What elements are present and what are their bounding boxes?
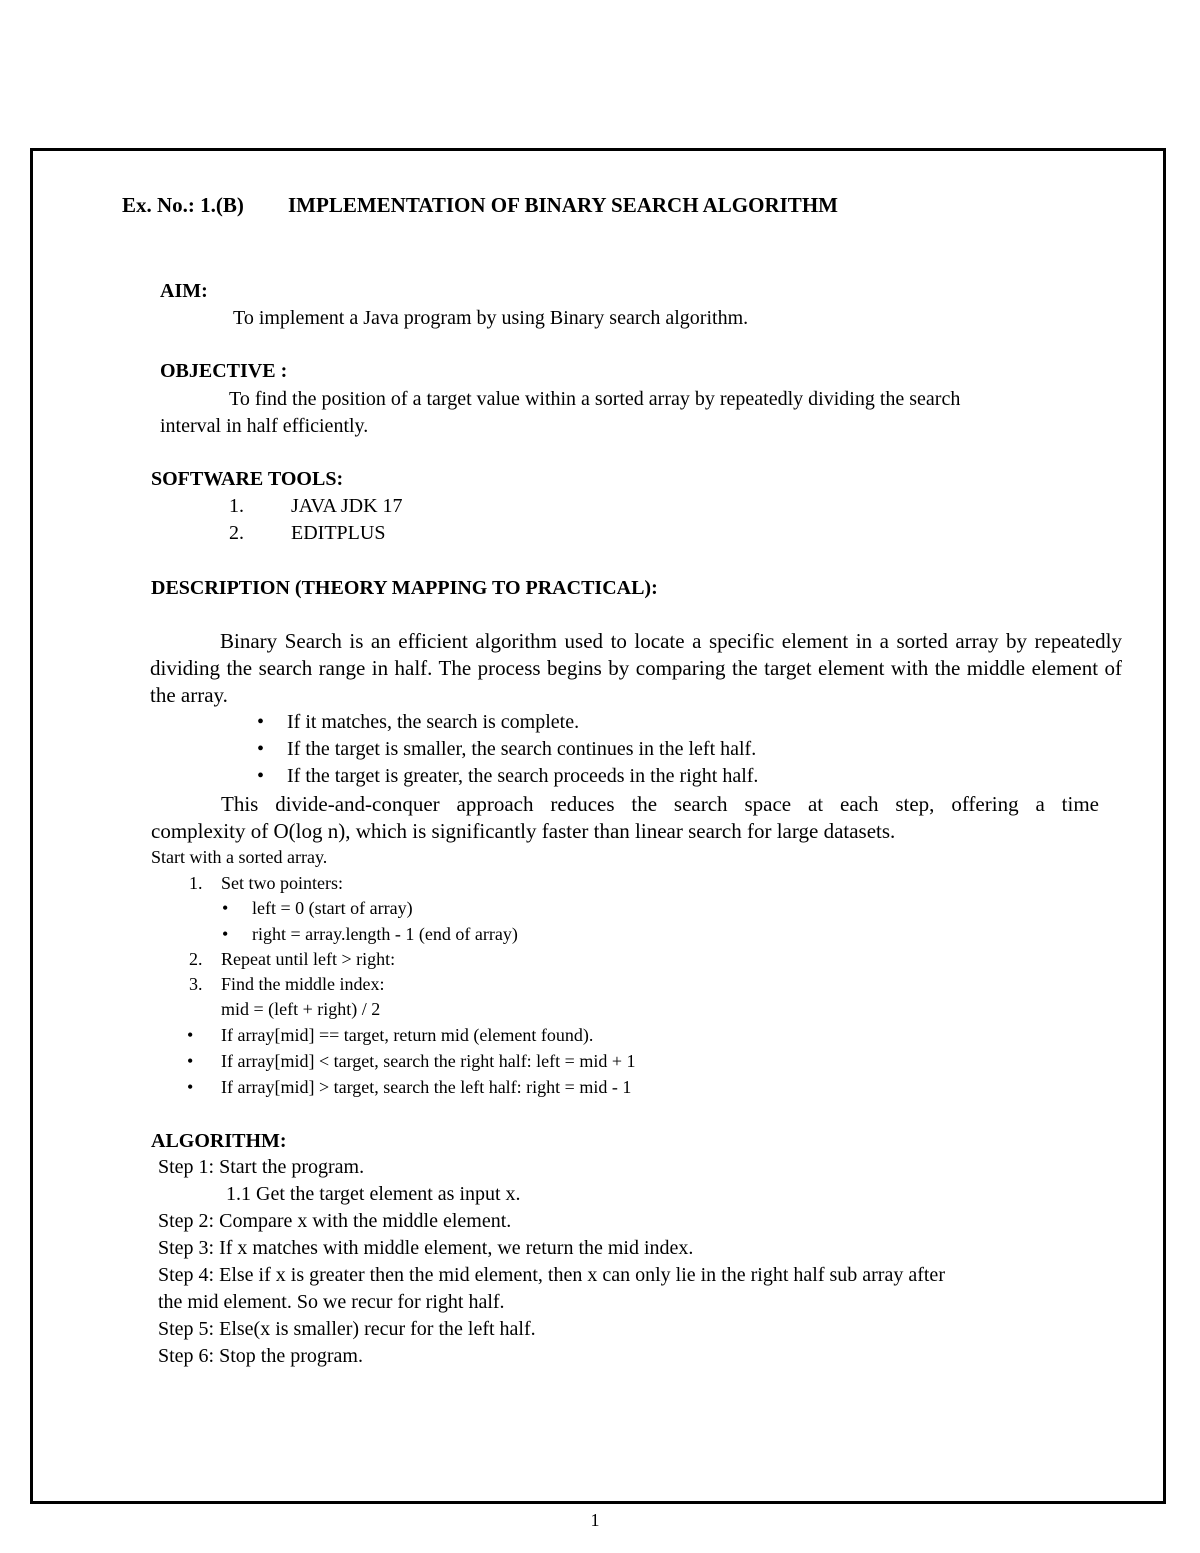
pointer-text: left = 0 (start of array) xyxy=(252,898,413,918)
bullet-icon: • xyxy=(222,924,229,944)
algorithm-step-5: Step 5: Else(x is smaller) recur for the left half. xyxy=(158,1318,536,1340)
start-text: Start with a sorted array. xyxy=(151,847,328,867)
description-paragraph-2-line1: This divide-and-conquer approach reduces the search space at each step, offering a time xyxy=(221,792,1099,816)
bullet-icon: • xyxy=(187,1051,194,1071)
mid-formula: mid = (left + right) / 2 xyxy=(221,999,381,1019)
algorithm-step-2: Step 2: Compare x with the middle element. xyxy=(158,1210,512,1232)
software-item xyxy=(229,522,385,545)
pointer-text: right = array.length - 1 (end of array) xyxy=(252,924,518,944)
condition-text: If array[mid] == target, return mid (element found). xyxy=(221,1025,594,1045)
description-paragraph: Binary Search is an efficient algorithm used to locate a specific element in a sorted array by repeatedly dividing the search range in half. The process begins by comparing the target element with the middle element of the array. xyxy=(150,629,1122,707)
condition-bullet xyxy=(187,1051,635,1072)
step-number: 3. xyxy=(189,974,203,994)
objective-heading: OBJECTIVE : xyxy=(160,360,288,382)
step-number: 2. xyxy=(189,949,203,969)
bullet-text: If the target is smaller, the search continues in the left half. xyxy=(287,738,757,760)
algorithm-step-1-1: 1.1 Get the target element as input x. xyxy=(226,1183,521,1205)
bullet-icon: • xyxy=(257,738,265,760)
bullet-icon: • xyxy=(257,765,265,787)
software-item-number: 1. xyxy=(229,495,244,517)
algorithm-step-1: Step 1: Start the program. xyxy=(158,1156,365,1178)
description-bullet xyxy=(257,711,579,734)
condition-text: If array[mid] > target, search the left half: right = mid - 1 xyxy=(221,1077,632,1097)
software-item-number: 2. xyxy=(229,522,244,544)
description-heading: DESCRIPTION (THEORY MAPPING TO PRACTICAL): xyxy=(151,577,658,599)
objective-text-line1: To find the position of a target value within a sorted array by repeatedly dividing the search xyxy=(229,388,961,410)
pointer-bullet xyxy=(222,898,413,919)
algorithm-heading: ALGORITHM: xyxy=(151,1130,287,1152)
description-paragraph-2-line2: complexity of O(log n), which is significantly faster than linear search for large datasets. xyxy=(151,819,896,843)
algorithm-step-3: Step 3: If x matches with middle element, we return the mid index. xyxy=(158,1237,694,1259)
step-text: Set two pointers: xyxy=(221,873,343,893)
step-number: 1. xyxy=(189,873,203,893)
algorithm-step-6: Step 6: Stop the program. xyxy=(158,1345,363,1367)
aim-text: To implement a Java program by using Binary search algorithm. xyxy=(233,307,749,329)
algorithm-step-4-line2: the mid element. So we recur for right half. xyxy=(158,1291,505,1313)
step-text: Find the middle index: xyxy=(221,974,385,994)
condition-text: If array[mid] < target, search the right half: left = mid + 1 xyxy=(221,1051,636,1071)
procedure-step xyxy=(189,873,343,894)
software-item-text: JAVA JDK 17 xyxy=(291,495,403,517)
exercise-title: IMPLEMENTATION OF BINARY SEARCH ALGORITHM xyxy=(288,193,838,217)
exercise-number: Ex. No.: 1.(B) xyxy=(122,193,244,217)
bullet-icon: • xyxy=(257,711,265,733)
bullet-icon: • xyxy=(187,1077,194,1097)
page-number: 1 xyxy=(590,1510,600,1530)
document-title xyxy=(122,193,838,218)
bullet-text: If it matches, the search is complete. xyxy=(287,711,580,733)
aim-heading: AIM: xyxy=(160,280,208,302)
procedure-step xyxy=(189,974,385,995)
software-tools-heading: SOFTWARE TOOLS: xyxy=(151,468,344,490)
condition-bullet xyxy=(187,1025,593,1046)
pointer-bullet xyxy=(222,924,518,945)
bullet-text: If the target is greater, the search proceeds in the right half. xyxy=(287,765,759,787)
bullet-icon: • xyxy=(222,898,229,918)
description-bullet xyxy=(257,738,756,761)
step-text: Repeat until left > right: xyxy=(221,949,396,969)
description-bullet xyxy=(257,765,758,788)
software-item xyxy=(229,495,403,518)
bullet-icon: • xyxy=(187,1025,194,1045)
objective-text-line2: interval in half efficiently. xyxy=(160,415,369,437)
algorithm-step-4-line1: Step 4: Else if x is greater then the mid element, then x can only lie in the right half sub array after xyxy=(158,1264,945,1286)
condition-bullet xyxy=(187,1077,631,1098)
software-item-text: EDITPLUS xyxy=(291,522,386,544)
procedure-step xyxy=(189,949,395,970)
